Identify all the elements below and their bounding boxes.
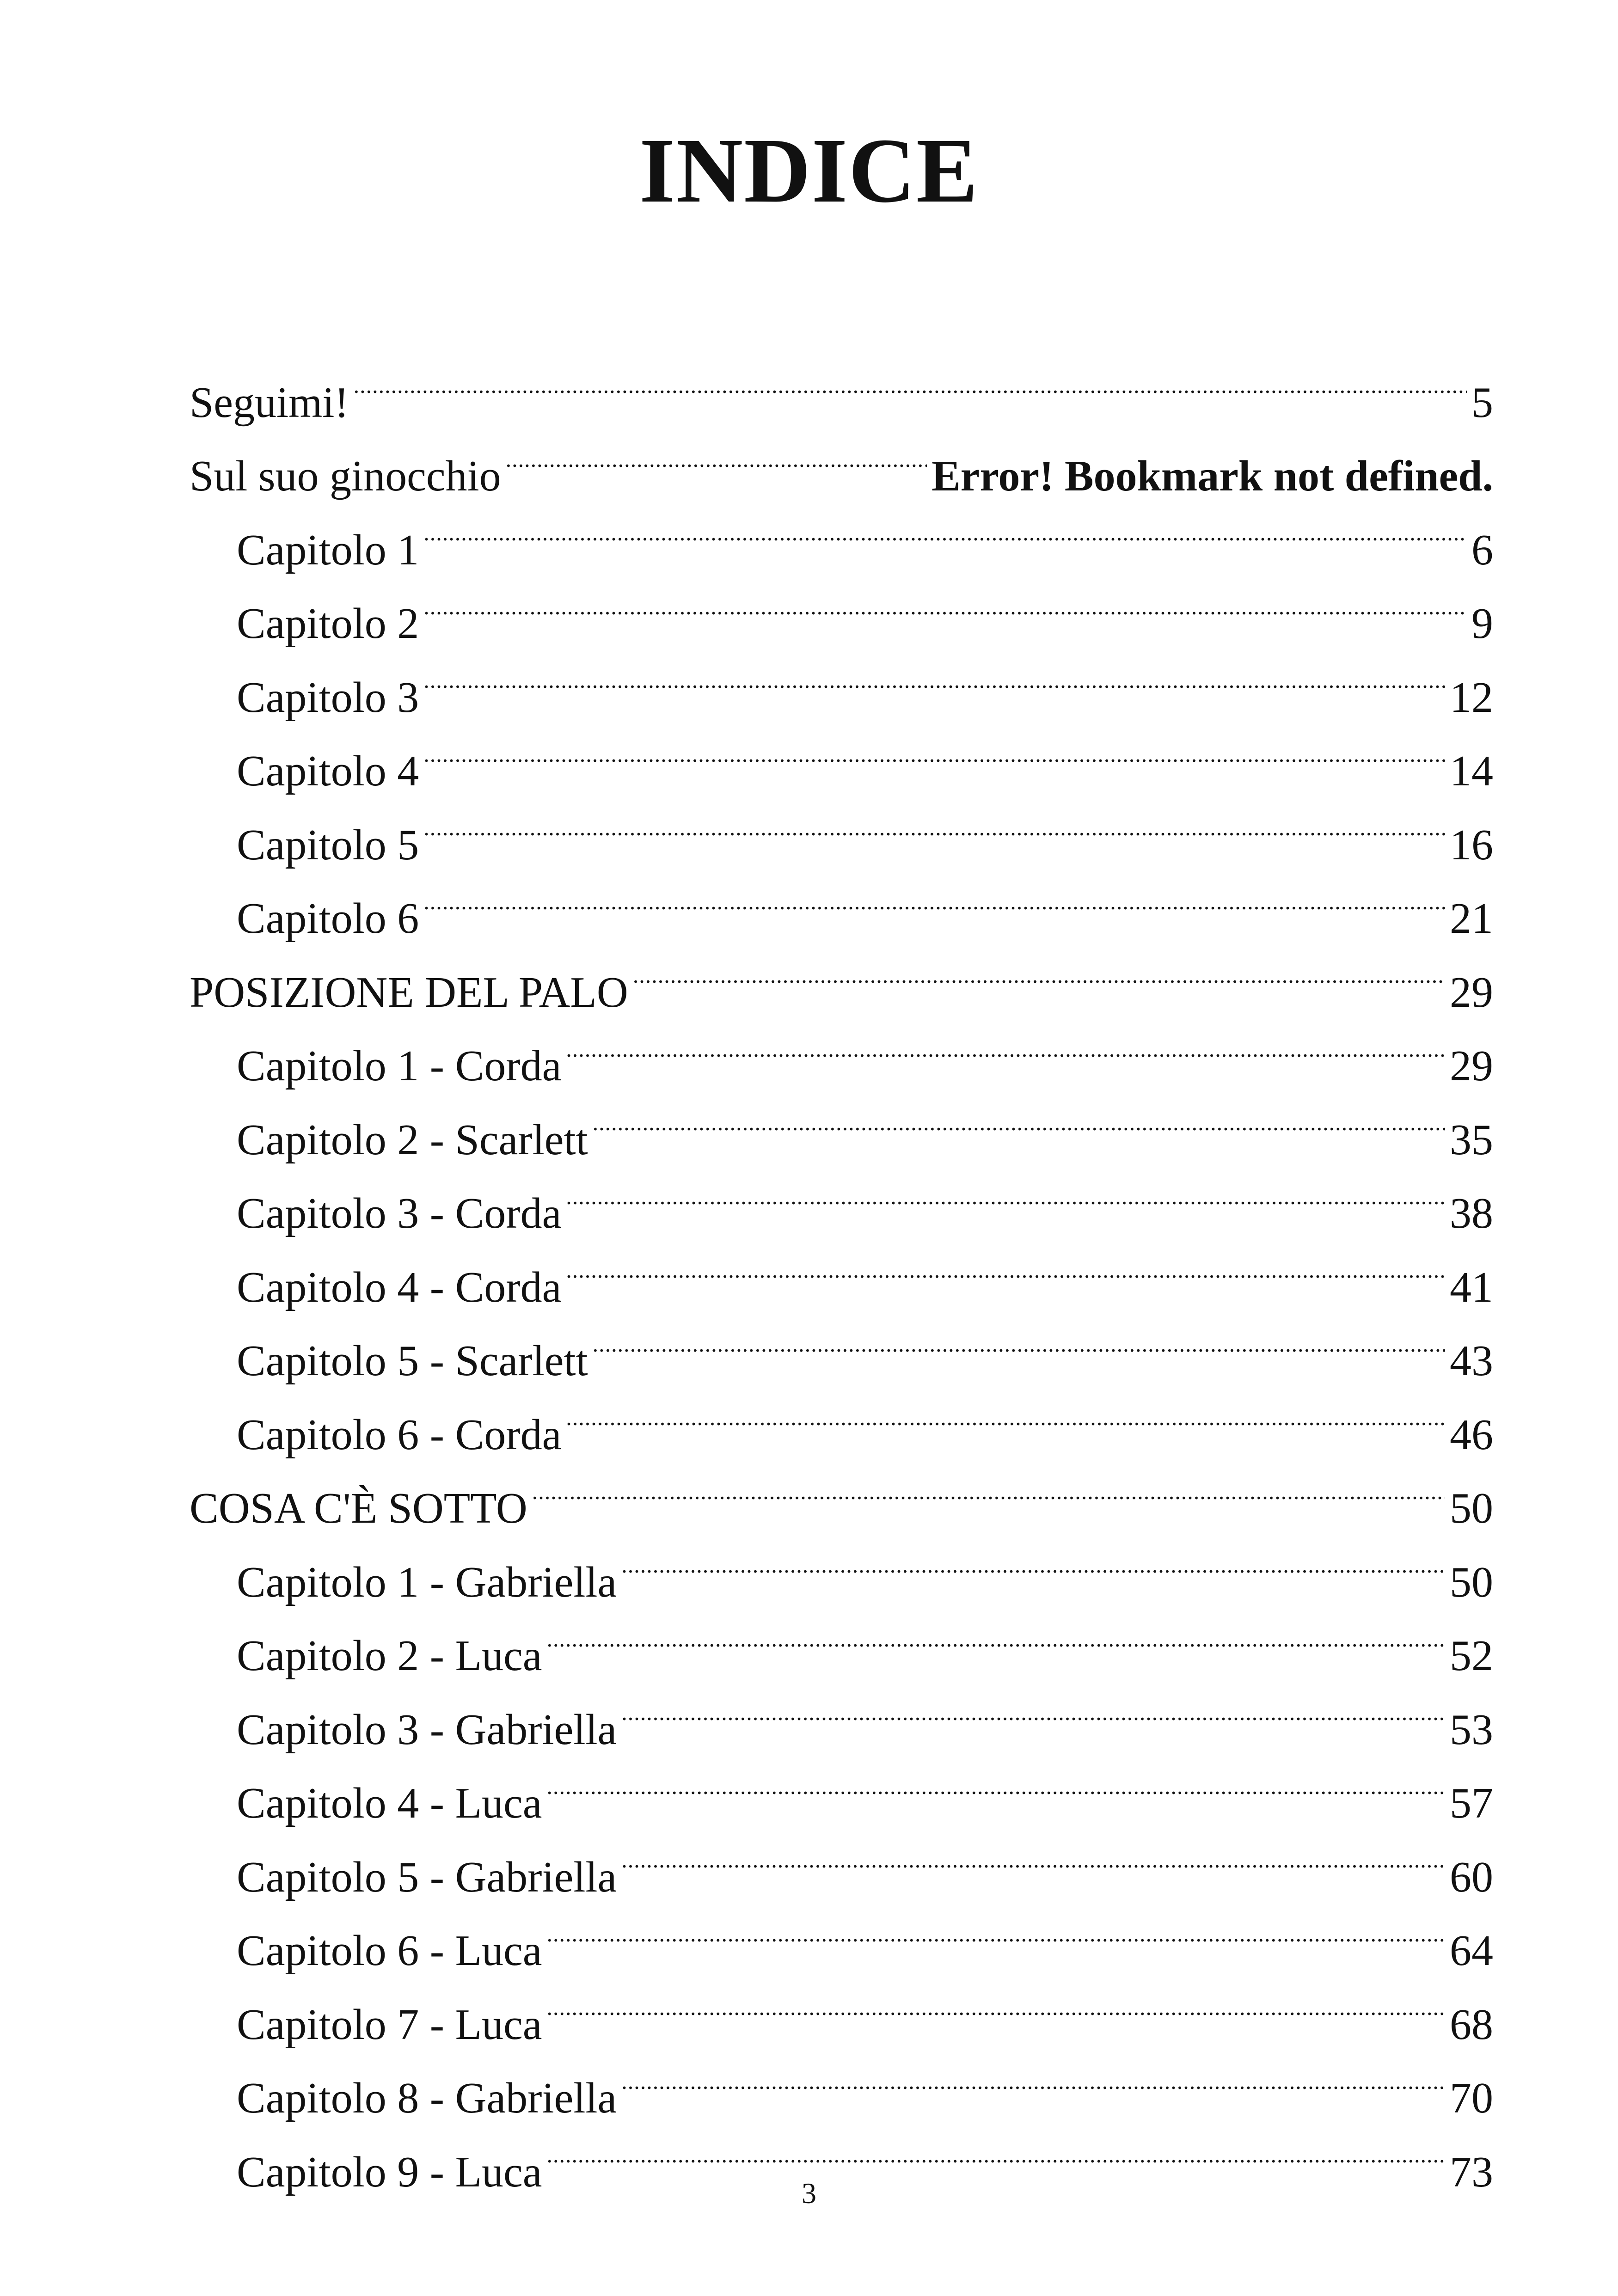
- toc-entry-page-number: 9: [1471, 600, 1493, 648]
- toc-entry-page-number: 14: [1450, 747, 1493, 795]
- toc-dot-leader: [532, 1449, 1445, 1523]
- toc-entry-label: Capitolo 3 - Gabriella: [237, 1705, 617, 1754]
- toc-entry-label: Capitolo 5 - Scarlett: [237, 1337, 588, 1385]
- toc-entry-label: Capitolo 7 - Luca: [237, 2000, 542, 2049]
- toc-entry-label: Capitolo 1: [237, 526, 419, 574]
- toc-entry-page-number: 60: [1450, 1853, 1493, 1901]
- toc-entry-page-number: 21: [1450, 894, 1493, 943]
- toc-entry-label: Capitolo 3: [237, 673, 419, 722]
- toc-entry-page-number: 43: [1450, 1337, 1493, 1385]
- toc-entry-page-number: 6: [1471, 526, 1493, 574]
- toc-entry-error-message: Error! Bookmark not defined.: [931, 452, 1493, 500]
- toc-entry-label: Capitolo 3 - Corda: [237, 1189, 562, 1237]
- toc-dot-leader: [423, 712, 1445, 786]
- toc-dot-leader: [566, 1154, 1445, 1228]
- toc-dot-leader: [506, 417, 927, 491]
- table-of-contents: [190, 343, 1493, 2196]
- toc-entry-page-number: 5: [1471, 378, 1493, 427]
- toc-entry-label: POSIZIONE DEL PALO: [190, 968, 628, 1016]
- toc-entry-page-number: 68: [1450, 2000, 1493, 2049]
- toc-dot-leader: [566, 1007, 1445, 1081]
- toc-entry-page-number: 16: [1450, 820, 1493, 869]
- toc-entry-page-number: 12: [1450, 673, 1493, 722]
- toc-entry-page-number: 35: [1450, 1115, 1493, 1164]
- toc-dot-leader: [633, 933, 1445, 1007]
- toc-entry-page-number: 73: [1450, 2148, 1493, 2196]
- toc-dot-leader: [593, 1080, 1445, 1154]
- toc-entry-page-number: 38: [1450, 1189, 1493, 1237]
- toc-entry-label: Capitolo 4 - Corda: [237, 1263, 562, 1311]
- toc-dot-leader: [621, 2039, 1445, 2113]
- toc-entry-page-number: 50: [1450, 1484, 1493, 1532]
- toc-dot-leader: [354, 343, 1467, 417]
- toc-dot-leader: [423, 785, 1445, 859]
- toc-entry-page-number: 57: [1450, 1779, 1493, 1827]
- toc-entry-label: Capitolo 4: [237, 747, 419, 795]
- toc-dot-leader: [546, 1892, 1445, 1965]
- page-number: 3: [802, 2177, 816, 2210]
- toc-entry-label: Capitolo 6 - Luca: [237, 1927, 542, 1975]
- toc-entry-label: Capitolo 5: [237, 820, 419, 869]
- toc-dot-leader: [621, 1523, 1445, 1597]
- toc-entry-page-number: 41: [1450, 1263, 1493, 1311]
- toc-entry-label: Capitolo 9 - Luca: [237, 2148, 542, 2196]
- toc-entry-label: Capitolo 6 - Corda: [237, 1410, 562, 1459]
- toc-entry-label: Capitolo 6: [237, 894, 419, 943]
- page-title: INDICE: [639, 120, 979, 222]
- toc-dot-leader: [423, 564, 1467, 638]
- toc-entry-page-number: 46: [1450, 1410, 1493, 1459]
- toc-entry[interactable]: [190, 343, 1493, 427]
- toc-entry-page-number: 29: [1450, 1042, 1493, 1090]
- toc-entry-label: Capitolo 4 - Luca: [237, 1779, 542, 1827]
- toc-dot-leader: [546, 1597, 1445, 1671]
- toc-entry-label: Capitolo 1 - Corda: [237, 1042, 562, 1090]
- toc-dot-leader: [593, 1302, 1445, 1376]
- toc-entry-page-number: 29: [1450, 968, 1493, 1016]
- toc-entry-label: Capitolo 2 - Luca: [237, 1632, 542, 1680]
- toc-entry-page-number: 70: [1450, 2074, 1493, 2122]
- toc-entry-page-number: 64: [1450, 1927, 1493, 1975]
- toc-dot-leader: [566, 1228, 1445, 1302]
- toc-dot-leader: [621, 1818, 1445, 1892]
- toc-entry-page-number: 53: [1450, 1705, 1493, 1754]
- toc-dot-leader: [546, 1744, 1445, 1818]
- toc-entry[interactable]: [190, 417, 1493, 500]
- toc-entry-page-number: 52: [1450, 1632, 1493, 1680]
- toc-entry-label: COSA C'È SOTTO: [190, 1484, 527, 1532]
- toc-dot-leader: [423, 859, 1445, 933]
- toc-entry-label: Capitolo 5 - Gabriella: [237, 1853, 617, 1901]
- toc-dot-leader: [566, 1375, 1445, 1449]
- toc-entry-page-number: 50: [1450, 1558, 1493, 1606]
- toc-dot-leader: [423, 490, 1467, 564]
- toc-entry-label: Capitolo 2: [237, 600, 419, 648]
- toc-dot-leader: [621, 1670, 1445, 1744]
- toc-dot-leader: [546, 1965, 1445, 2039]
- toc-entry-label: Sul suo ginocchio: [190, 452, 501, 500]
- toc-entry-label: Capitolo 8 - Gabriella: [237, 2074, 617, 2122]
- toc-entry-label: Capitolo 1 - Gabriella: [237, 1558, 617, 1606]
- toc-entry-label: Capitolo 2 - Scarlett: [237, 1115, 588, 1164]
- toc-dot-leader: [423, 638, 1445, 712]
- toc-entry-label: Seguimi!: [190, 378, 349, 427]
